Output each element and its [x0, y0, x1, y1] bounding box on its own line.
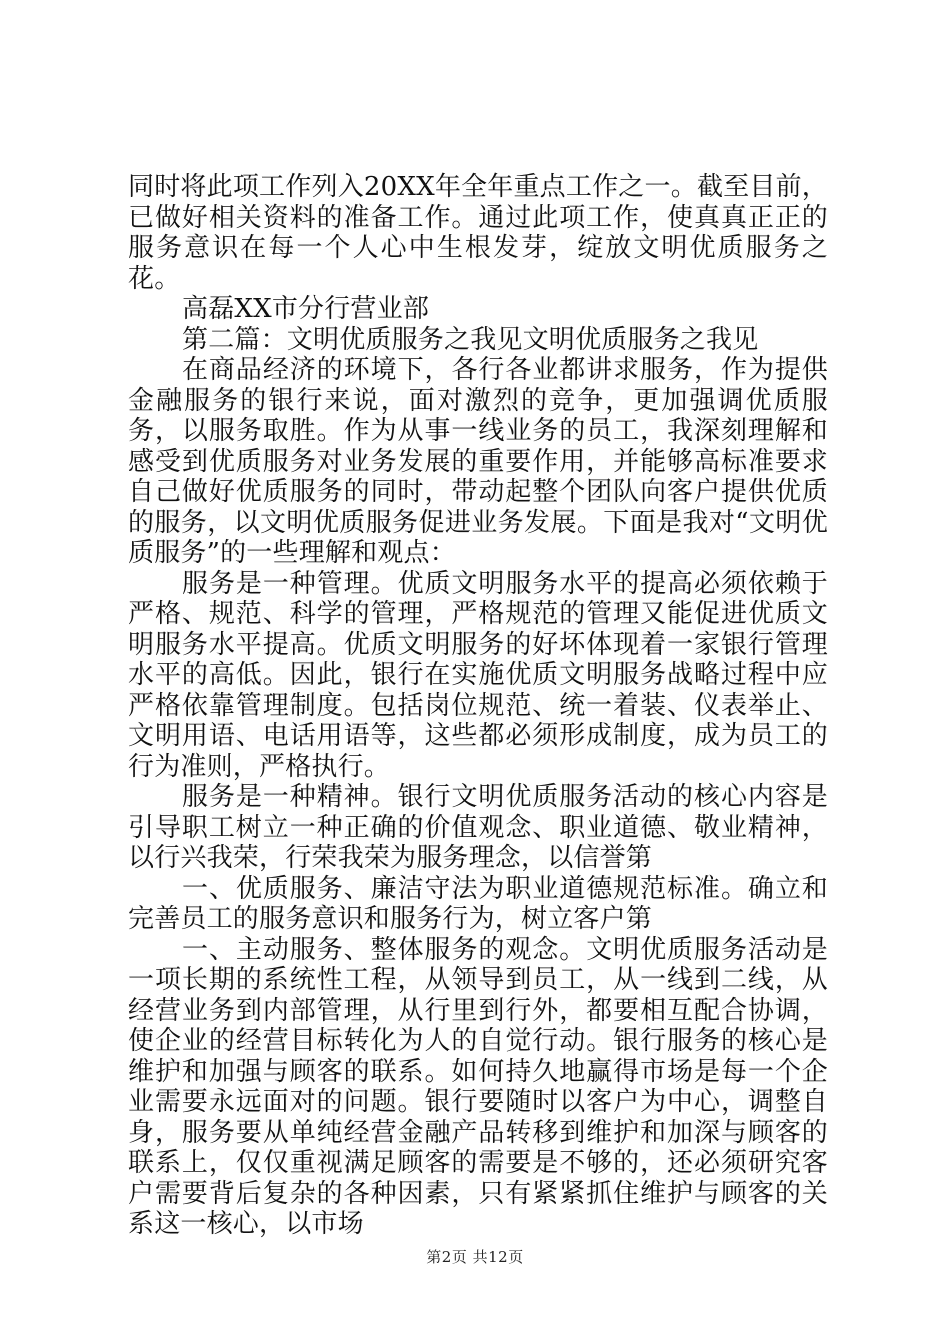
paragraph-8: 一、主动服务、整体服务的观念。文明优质服务活动是一项长期的系统性工程，从领导到员工，从一线到二线，从经营业务到内部管理，从行里到行外，都要相互配合协调，使企业的经营目标转化为人的自觉行动。银行服务的核心是维护和加强与顾客的联系。如何持久地赢得市场是每一个企业需要永远面对的问题。银行要随时以客户为中心，调整自身，服务要从单纯经营金融产品转移到维护和加深与顾客的联系上，仅仅重视满足顾客的需要是不够的，还必须研究客户需要背后复杂的各种因素，只有紧紧抓住维护与顾客的关系这一核心，以市场: [128, 934, 828, 1239]
paragraph-2-signature: 高磊XX市分行营业部: [182, 294, 430, 324]
paragraph-7: 一、优质服务、廉洁守法为职业道德规范标准。确立和完善员工的服务意识和服务行为，树立客户第: [128, 873, 828, 934]
paragraph-1: 同时将此项工作列入20XX年全年重点工作之一。截至目前，已做好相关资料的准备工作。通过此项工作，使真真正正的服务意识在每一个人心中生根发芽，绽放文明优质服务之花。: [128, 172, 828, 294]
paragraph-4: 在商品经济的环境下，各行各业都讲求服务，作为提供金融服务的银行来说，面对激烈的竞争，更加强调优质服务，以服务取胜。作为从事一线业务的员工，我深刻理解和感受到优质服务对业务发展的重要作用，并能够高标准要求自己做好优质服务的同时，带动起整个团队向客户提供优质的服务，以文明优质服务促进业务发展。下面是我对“文明优质服务”的一些理解和观点：: [128, 355, 828, 568]
page-number-footer: 第2页 共12页: [426, 1248, 524, 1266]
paragraph-5: 服务是一种管理。优质文明服务水平的提高必须依赖于严格、规范、科学的管理，严格规范的管理又能促进优质文明服务水平提高。优质文明服务的好坏体现着一家银行管理水平的高低。因此，银行在实施优质文明服务战略过程中应严格依靠管理制度。包括岗位规范、统一着装、仪表举止、文明用语、电话用语等，这些都必须形成制度，成为员工的行为准则，严格执行。: [128, 568, 828, 782]
document-body: [128, 172, 828, 1240]
paragraph-3-section-title: 第二篇：文明优质服务之我见文明优质服务之我见: [182, 324, 759, 355]
paragraph-6: 服务是一种精神。银行文明优质服务活动的核心内容是引导职工树立一种正确的价值观念、职业道德、敬业精神，以行兴我荣，行荣我荣为服务理念，以信誉第: [128, 782, 828, 873]
